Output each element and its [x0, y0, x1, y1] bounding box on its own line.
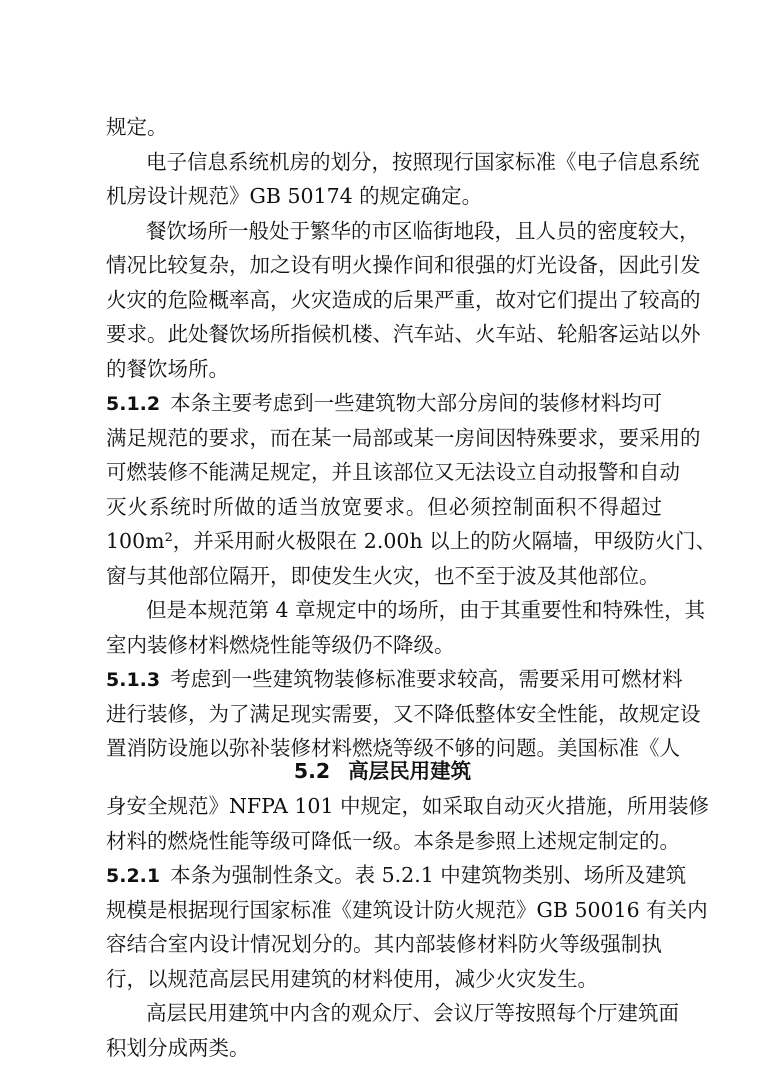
text-line: 情况比较复杂，加之设有明火操作间和很强的灯光设备，因此引发: [106, 253, 701, 277]
text-line: 可燃装修不能满足规定，并且该部位又无法设立自动报警和自动: [106, 460, 680, 484]
text-line: 行，以规范高层民用建筑的材料使用，减少火灾发生。: [106, 967, 598, 991]
text-line: 灭火系统时所做的适当放宽要求。但必须控制面积不得超过: [106, 495, 662, 519]
text-line: 进行装修，为了满足现实需要，又不降低整体安全性能，故规定设: [106, 702, 701, 726]
text-line: 机房设计规范》GB 50174 的规定确定。: [106, 184, 483, 208]
text-line: 但是本规范第 4 章规定中的场所，由于其重要性和特殊性，其: [146, 598, 706, 622]
text-line: 高层民用建筑中内含的观众厅、会议厅等按照每个厅建筑面: [146, 1001, 679, 1025]
section-heading: 高层民用建筑: [348, 759, 472, 783]
text-line: 身安全规范》NFPA 101 中规定，如采取自动灭火措施，所用装修: [106, 794, 710, 818]
text-line: 规定。: [106, 115, 168, 139]
clause-number: 5.2.1: [106, 865, 161, 887]
text-line: 容结合室内设计情况划分的。其内部装修材料防火等级强制执: [106, 932, 662, 956]
text-line: 的餐饮场所。: [106, 357, 229, 381]
text-line: 室内装修材料燃烧性能等级仍不降级。: [106, 633, 455, 657]
clause-line: 5.1.2 本条主要考虑到一些建筑物大部分房间的装修材料均可: [106, 391, 663, 415]
section-number: 5.2: [293, 759, 331, 783]
text-line: 积划分成两类。: [106, 1036, 250, 1060]
text-line: 电子信息系统机房的划分，按照现行国家标准《电子信息系统: [146, 150, 700, 174]
text-line: 置消防设施以弥补装修材料燃烧等级不够的问题。美国标准《人: [106, 736, 680, 760]
text-line: 窗与其他部位隔开，即使发生火灾，也不至于波及其他部位。: [106, 564, 660, 588]
text-line: 火灾的危险概率高，火灾造成的后果严重，故对它们提出了较高的: [106, 288, 701, 312]
text-line: 满足规范的要求，而在某一局部或某一房间因特殊要求，要采用的: [106, 426, 701, 450]
clause-number: 5.1.2: [106, 393, 161, 415]
text-line: 材料的燃烧性能等级可降低一级。本条是参照上述规定制定的。: [106, 829, 680, 853]
section-title: [0, 759, 765, 783]
clause-line: 5.1.3 考虑到一些建筑物装修标准要求较高，需要采用可燃材料: [106, 667, 683, 691]
clause-line: 5.2.1 本条为强制性条文。表 5.2.1 中建筑物类别、场所及建筑: [106, 863, 687, 887]
text-line: 餐饮场所一般处于繁华的市区临街地段，且人员的密度较大，: [146, 219, 700, 243]
text-line: 要求。此处餐饮场所指候机楼、汽车站、火车站、轮船客运站以外: [106, 322, 701, 346]
text-line: 100m²，并采用耐火极限在 2.00h 以上的防火隔墙，甲级防火门、: [106, 529, 717, 553]
text-line: 规模是根据现行国家标准《建筑设计防火规范》GB 50016 有关内: [106, 898, 708, 922]
clause-number: 5.1.3: [106, 669, 161, 691]
